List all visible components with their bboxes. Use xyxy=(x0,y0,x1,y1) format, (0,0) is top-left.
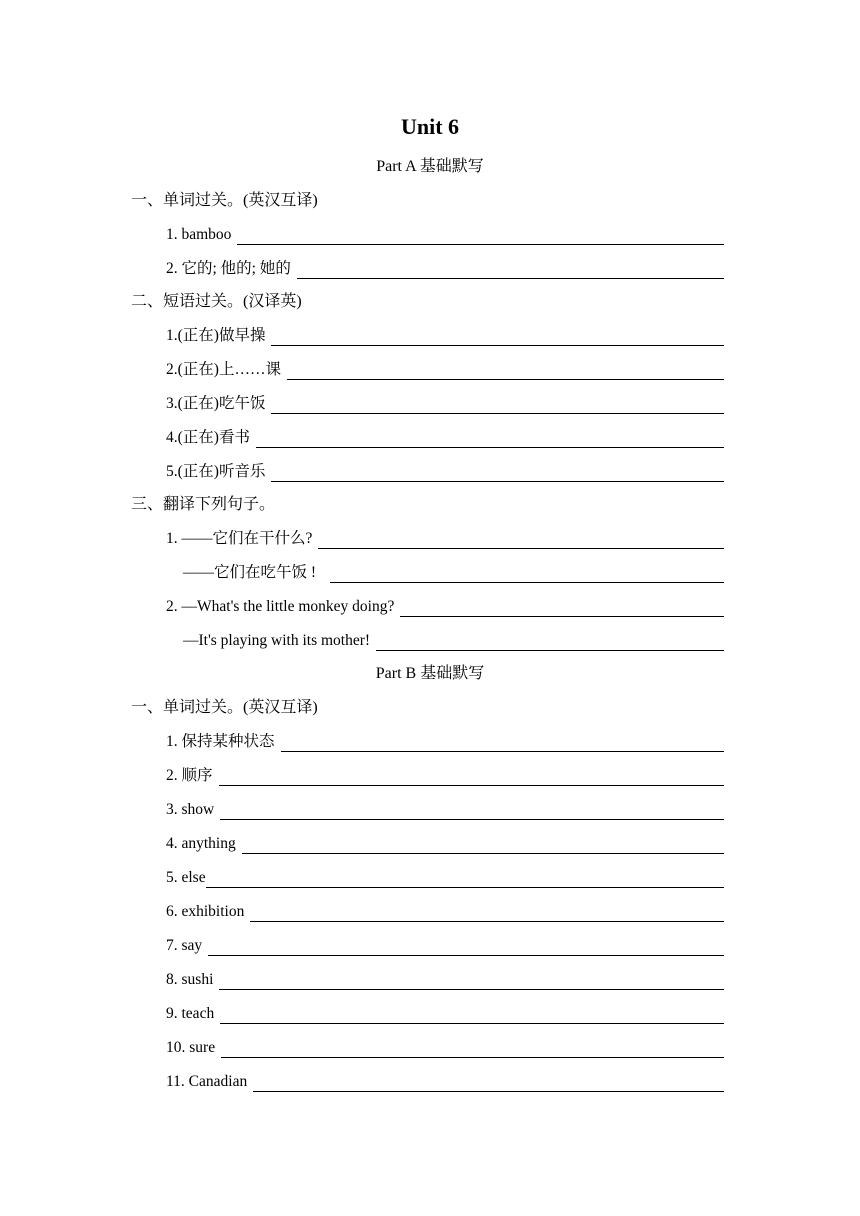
item-label: 8. sushi xyxy=(166,971,214,988)
item-label: 2. 它的; 他的; 她的 xyxy=(166,260,291,277)
answer-line[interactable] xyxy=(220,1005,724,1024)
item-label: 2.(正在)上……课 xyxy=(166,361,281,378)
item-label: 2. —What's the little monkey doing? xyxy=(166,598,395,615)
answer-row xyxy=(166,225,724,245)
answer-line[interactable] xyxy=(237,226,724,245)
item-label: 5.(正在)听音乐 xyxy=(166,463,266,480)
answer-row xyxy=(166,1038,724,1058)
answer-line[interactable] xyxy=(250,903,724,922)
answer-row xyxy=(183,631,724,651)
answer-row xyxy=(166,732,724,752)
answer-line[interactable] xyxy=(271,395,724,414)
part-a-section2-heading: 二、短语过关。(汉译英) xyxy=(131,293,302,310)
answer-line[interactable] xyxy=(208,937,724,956)
item-label: 6. exhibition xyxy=(166,903,245,920)
answer-row xyxy=(166,360,724,380)
item-label: 7. say xyxy=(166,937,203,954)
item-label: 3. show xyxy=(166,801,215,818)
answer-row xyxy=(166,868,724,888)
item-label: 3.(正在)吃午饭 xyxy=(166,395,266,412)
item-label: 9. teach xyxy=(166,1005,215,1022)
item-label: 4.(正在)看书 xyxy=(166,429,250,446)
answer-row xyxy=(166,597,724,617)
answer-line[interactable] xyxy=(206,869,724,888)
answer-line[interactable] xyxy=(256,429,724,448)
page-title: Unit 6 xyxy=(400,114,460,139)
answer-row xyxy=(166,394,724,414)
answer-row xyxy=(166,936,724,956)
answer-row xyxy=(166,834,724,854)
part-b-heading: Part B 基础默写 xyxy=(375,665,485,682)
answer-line[interactable] xyxy=(253,1073,724,1092)
answer-row xyxy=(166,326,724,346)
answer-row xyxy=(166,902,724,922)
answer-line[interactable] xyxy=(287,361,724,380)
part-a-heading: Part A 基础默写 xyxy=(376,158,484,175)
item-label: 1.(正在)做早操 xyxy=(166,327,266,344)
item-label: —It's playing with its mother! xyxy=(183,632,371,649)
item-label: 1. bamboo xyxy=(166,226,232,243)
answer-line[interactable] xyxy=(219,767,724,786)
part-b-section1-heading: 一、单词过关。(英汉互译) xyxy=(131,699,318,716)
answer-line[interactable] xyxy=(318,530,724,549)
answer-line[interactable] xyxy=(271,463,724,482)
item-label: 1. 保持某种状态 xyxy=(166,733,275,750)
answer-line[interactable] xyxy=(220,801,724,820)
item-label: 1. ——它们在干什么? xyxy=(166,530,313,547)
answer-line[interactable] xyxy=(271,327,724,346)
part-a-section1-heading: 一、单词过关。(英汉互译) xyxy=(131,192,318,209)
item-label: 5. else xyxy=(166,869,206,886)
answer-row xyxy=(166,1072,724,1092)
answer-row xyxy=(166,462,724,482)
answer-line[interactable] xyxy=(242,835,724,854)
answer-line[interactable] xyxy=(281,733,724,752)
item-label: 11. Canadian xyxy=(166,1073,248,1090)
item-label: 2. 顺序 xyxy=(166,767,213,784)
answer-row xyxy=(166,800,724,820)
answer-row xyxy=(183,563,724,583)
answer-line[interactable] xyxy=(297,260,724,279)
answer-line[interactable] xyxy=(221,1039,724,1058)
answer-line[interactable] xyxy=(219,971,724,990)
answer-row xyxy=(166,428,724,448)
item-label: ——它们在吃午饭 ! xyxy=(183,564,317,581)
answer-line[interactable] xyxy=(400,598,724,617)
answer-row xyxy=(166,766,724,786)
answer-row xyxy=(166,970,724,990)
answer-row xyxy=(166,1004,724,1024)
part-a-section3-heading: 三、翻译下列句子。 xyxy=(131,496,276,513)
answer-row xyxy=(166,259,724,279)
answer-line[interactable] xyxy=(330,564,724,583)
answer-line[interactable] xyxy=(376,632,724,651)
item-label: 4. anything xyxy=(166,835,236,852)
item-label: 10. sure xyxy=(166,1039,216,1056)
answer-row xyxy=(166,529,724,549)
